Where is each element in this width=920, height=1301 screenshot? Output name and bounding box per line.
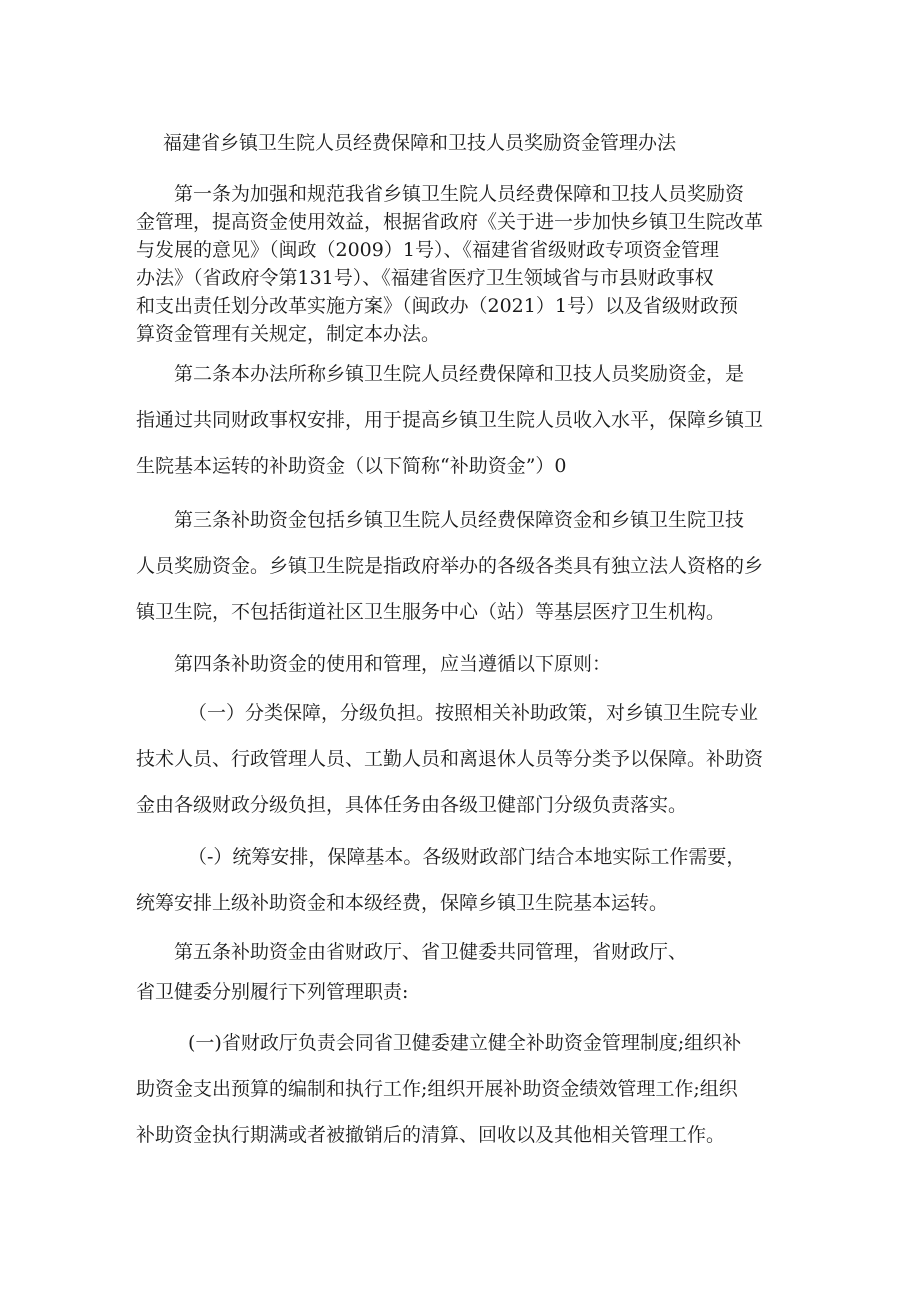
text-line: 指通过共同财政事权安排，用于提高乡镇卫生院人员收入水平，保障乡镇卫 [136, 409, 764, 431]
article-4-paragraph [136, 641, 796, 687]
text-line: 助资金支出预算的编制和执行工作;组织开展补助资金绩效管理工作;组织 [136, 1078, 738, 1100]
article-1-paragraph [136, 180, 796, 348]
duty-1-paragraph [136, 1020, 796, 1158]
text-line: 省卫健委分别履行下列管理职责: [136, 981, 409, 1003]
text-line: 和支出责任划分改革实施方案》（闽政办（2021）1号）以及省级财政预 [136, 295, 738, 317]
article-2-paragraph [136, 351, 796, 489]
text-line: 算资金管理有关规定，制定本办法。 [136, 323, 441, 345]
text-line: （一）分类保障，分级负担。按照相关补助政策，对乡镇卫生院专业 [188, 702, 759, 724]
principle-2-paragraph [136, 834, 796, 926]
text-line: 金由各级财政分级负担，具体任务由各级卫健部门分级负责落实。 [136, 794, 688, 816]
text-line: 与发展的意见》（闽政（2009）1号）、《福建省省级财政专项资金管理 [136, 239, 719, 261]
text-line: 镇卫生院，不包括街道社区卫生服务中心（站）等基层医疗卫生机构。 [136, 601, 726, 623]
text-line: （-）统筹安排，保障基本。各级财政部门结合本地实际工作需要， [188, 846, 746, 868]
text-line: 第三条补助资金包括乡镇卫生院人员经费保障资金和乡镇卫生院卫技 [174, 509, 745, 531]
text-line: 第一条为加强和规范我省乡镇卫生院人员经费保障和卫技人员奖励资 [174, 183, 745, 205]
text-line: 第五条补助资金由省财政厅、省卫健委共同管理，省财政厅、 [174, 941, 688, 963]
text-line: 统筹安排上级补助资金和本级经费，保障乡镇卫生院基本运转。 [136, 892, 669, 914]
text-line: 生院基本运转的补助资金（以下简称“补助资金”）0 [136, 455, 567, 477]
text-line: 技术人员、行政管理人员、工勤人员和离退休人员等分类予以保障。补助资 [136, 748, 764, 770]
text-line: 金管理，提高资金使用效益，根据省政府《关于进一步加快乡镇卫生院改革 [136, 211, 764, 233]
text-line: 第四条补助资金的使用和管理，应当遵循以下原则： [174, 653, 612, 675]
principle-1-paragraph [136, 690, 796, 828]
text-line: 补助资金执行期满或者被撤销后的清算、回收以及其他相关管理工作。 [136, 1124, 726, 1146]
article-3-paragraph [136, 497, 796, 635]
text-line: 办法》（省政府令第131号）、《福建省医疗卫生领域省与市县财政事权 [136, 267, 714, 289]
article-5-paragraph [136, 932, 796, 1012]
text-line: 人员奖励资金。乡镇卫生院是指政府举办的各级各类具有独立法人资格的乡 [136, 555, 764, 577]
text-line: (一)省财政厅负责会同省卫健委建立健全补助资金管理制度;组织补 [188, 1032, 742, 1054]
document-title: 福建省乡镇卫生院人员经费保障和卫技人员奖励资金管理办法 [163, 132, 677, 154]
text-line: 第二条本办法所称乡镇卫生院人员经费保障和卫技人员奖励资金，是 [174, 363, 745, 385]
